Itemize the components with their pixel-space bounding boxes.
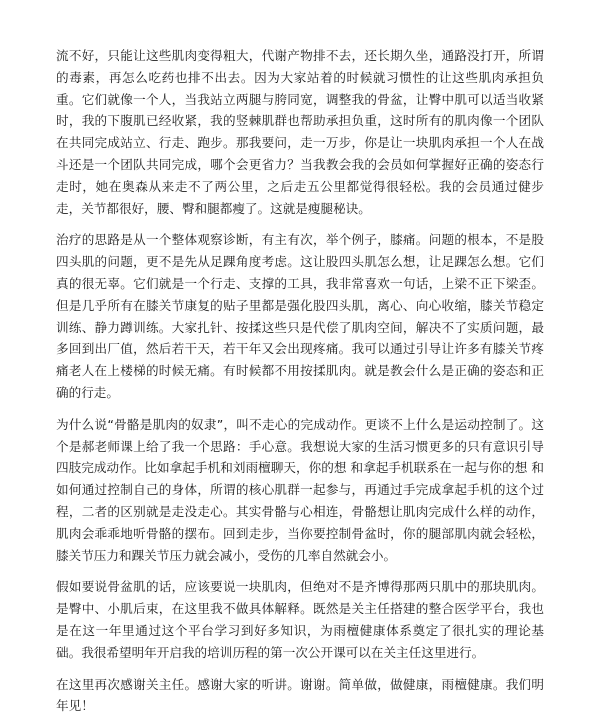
paragraph-1: 流不好，只能让这些肌肉变得粗大，代谢产物排不去，还长期久坐，通路没打开，所谓的毒素，再怎么吃药也排不出去。因为大家站着的时候就习惯性的让这些肌肉承担负重。它们就像一个人，当我站立两腿与胯同宽，调整我的骨盆，让臀中肌可以适当收紧时，我的下腹肌已经收紧，我的竖棘肌群也帮助承担负重，这时所有的肌肉像一个团队在共同完成站立、行走、跑步。那我要问，走一万步，你是让一块肌肉承担一个人在战斗还是一个团队共同完成，哪个会更省力？当我教会我的会员如何掌握好正确的姿态行走时，她在奥森从来走不了两公里，之后走五公里都觉得很轻松。我的会员通过健步走，关节都很好，腰、臀和腿都瘦了。这就是瘦腿秘诀。 xyxy=(56,48,544,216)
paragraph-2: 治疗的思路是从一个整体观察诊断，有主有次，举个例子，膝痛。问题的根本，不是股四头肌的问题，更不是先从足踝角度考虑。这让股四头肌怎么想，让足踝怎么想。它们真的很无辜。它们就是一个行走、支撑的工具，我非常喜欢一句话，上梁不正下梁歪。但是几乎所有在膝关节康复的贴子里都是强化股四头肌，离心、向心收缩，膝关节稳定训练、静力蹲训练。大家扎针、按揉这些只是代偿了肌肉空间，解决不了实质问题，最多回到出厂值，然后若干天，若干年又会出现疼痛。我可以通过引导让许多有膝关节疼痛老人在上楼梯的时候无痛。有时候都不用按揉肌肉。就是教会什么是正确的姿态和正确的行走。 xyxy=(56,232,544,400)
paragraph-3: 为什么说“骨骼是肌肉的奴隶”，叫不走心的完成动作。更谈不上什么是运动控制了。这个是郝老师课上给了我一个思路：手心意。我想说大家的生活习惯更多的只有意识引导四肢完成动作。比如拿起手机和刘雨檀聊天，你的想 和拿起手机联系在一起与你的想 和如何通过控制自己的身体，所谓的核心肌群一起参与，再通过手完成拿起手机的这个过程，二者的区别就是走没走心。其实骨骼与心相连，骨骼想让肌肉完成什么样的动作，肌肉会乖乖地听骨骼的摆布。回到走步，当你要控制骨盆时，你的腿部肌肉就会轻松，膝关节压力和踝关节压力就会减小，受伤的几率自然就会小。 xyxy=(56,416,544,563)
paragraph-4: 假如要说骨盆肌的话，应该要说一块肌肉，但绝对不是齐博得那两只肌中的那块肌肉。是臀中、小肌后束，在这里我不做具体解释。既然是关主任搭建的整合医学平台，我也是在这一年里通过这个平台学习到好多知识，为雨檀健康体系奠定了很扎实的理论基础。我很希望明年开启我的培训历程的第一次公开课可以在关主任这里进行。 xyxy=(56,579,544,660)
paragraph-5: 在这里再次感谢关主任。感谢大家的听讲。谢谢。简单做，做健康，雨檀健康。我们明年见！ xyxy=(56,676,544,714)
document-body xyxy=(56,45,544,727)
